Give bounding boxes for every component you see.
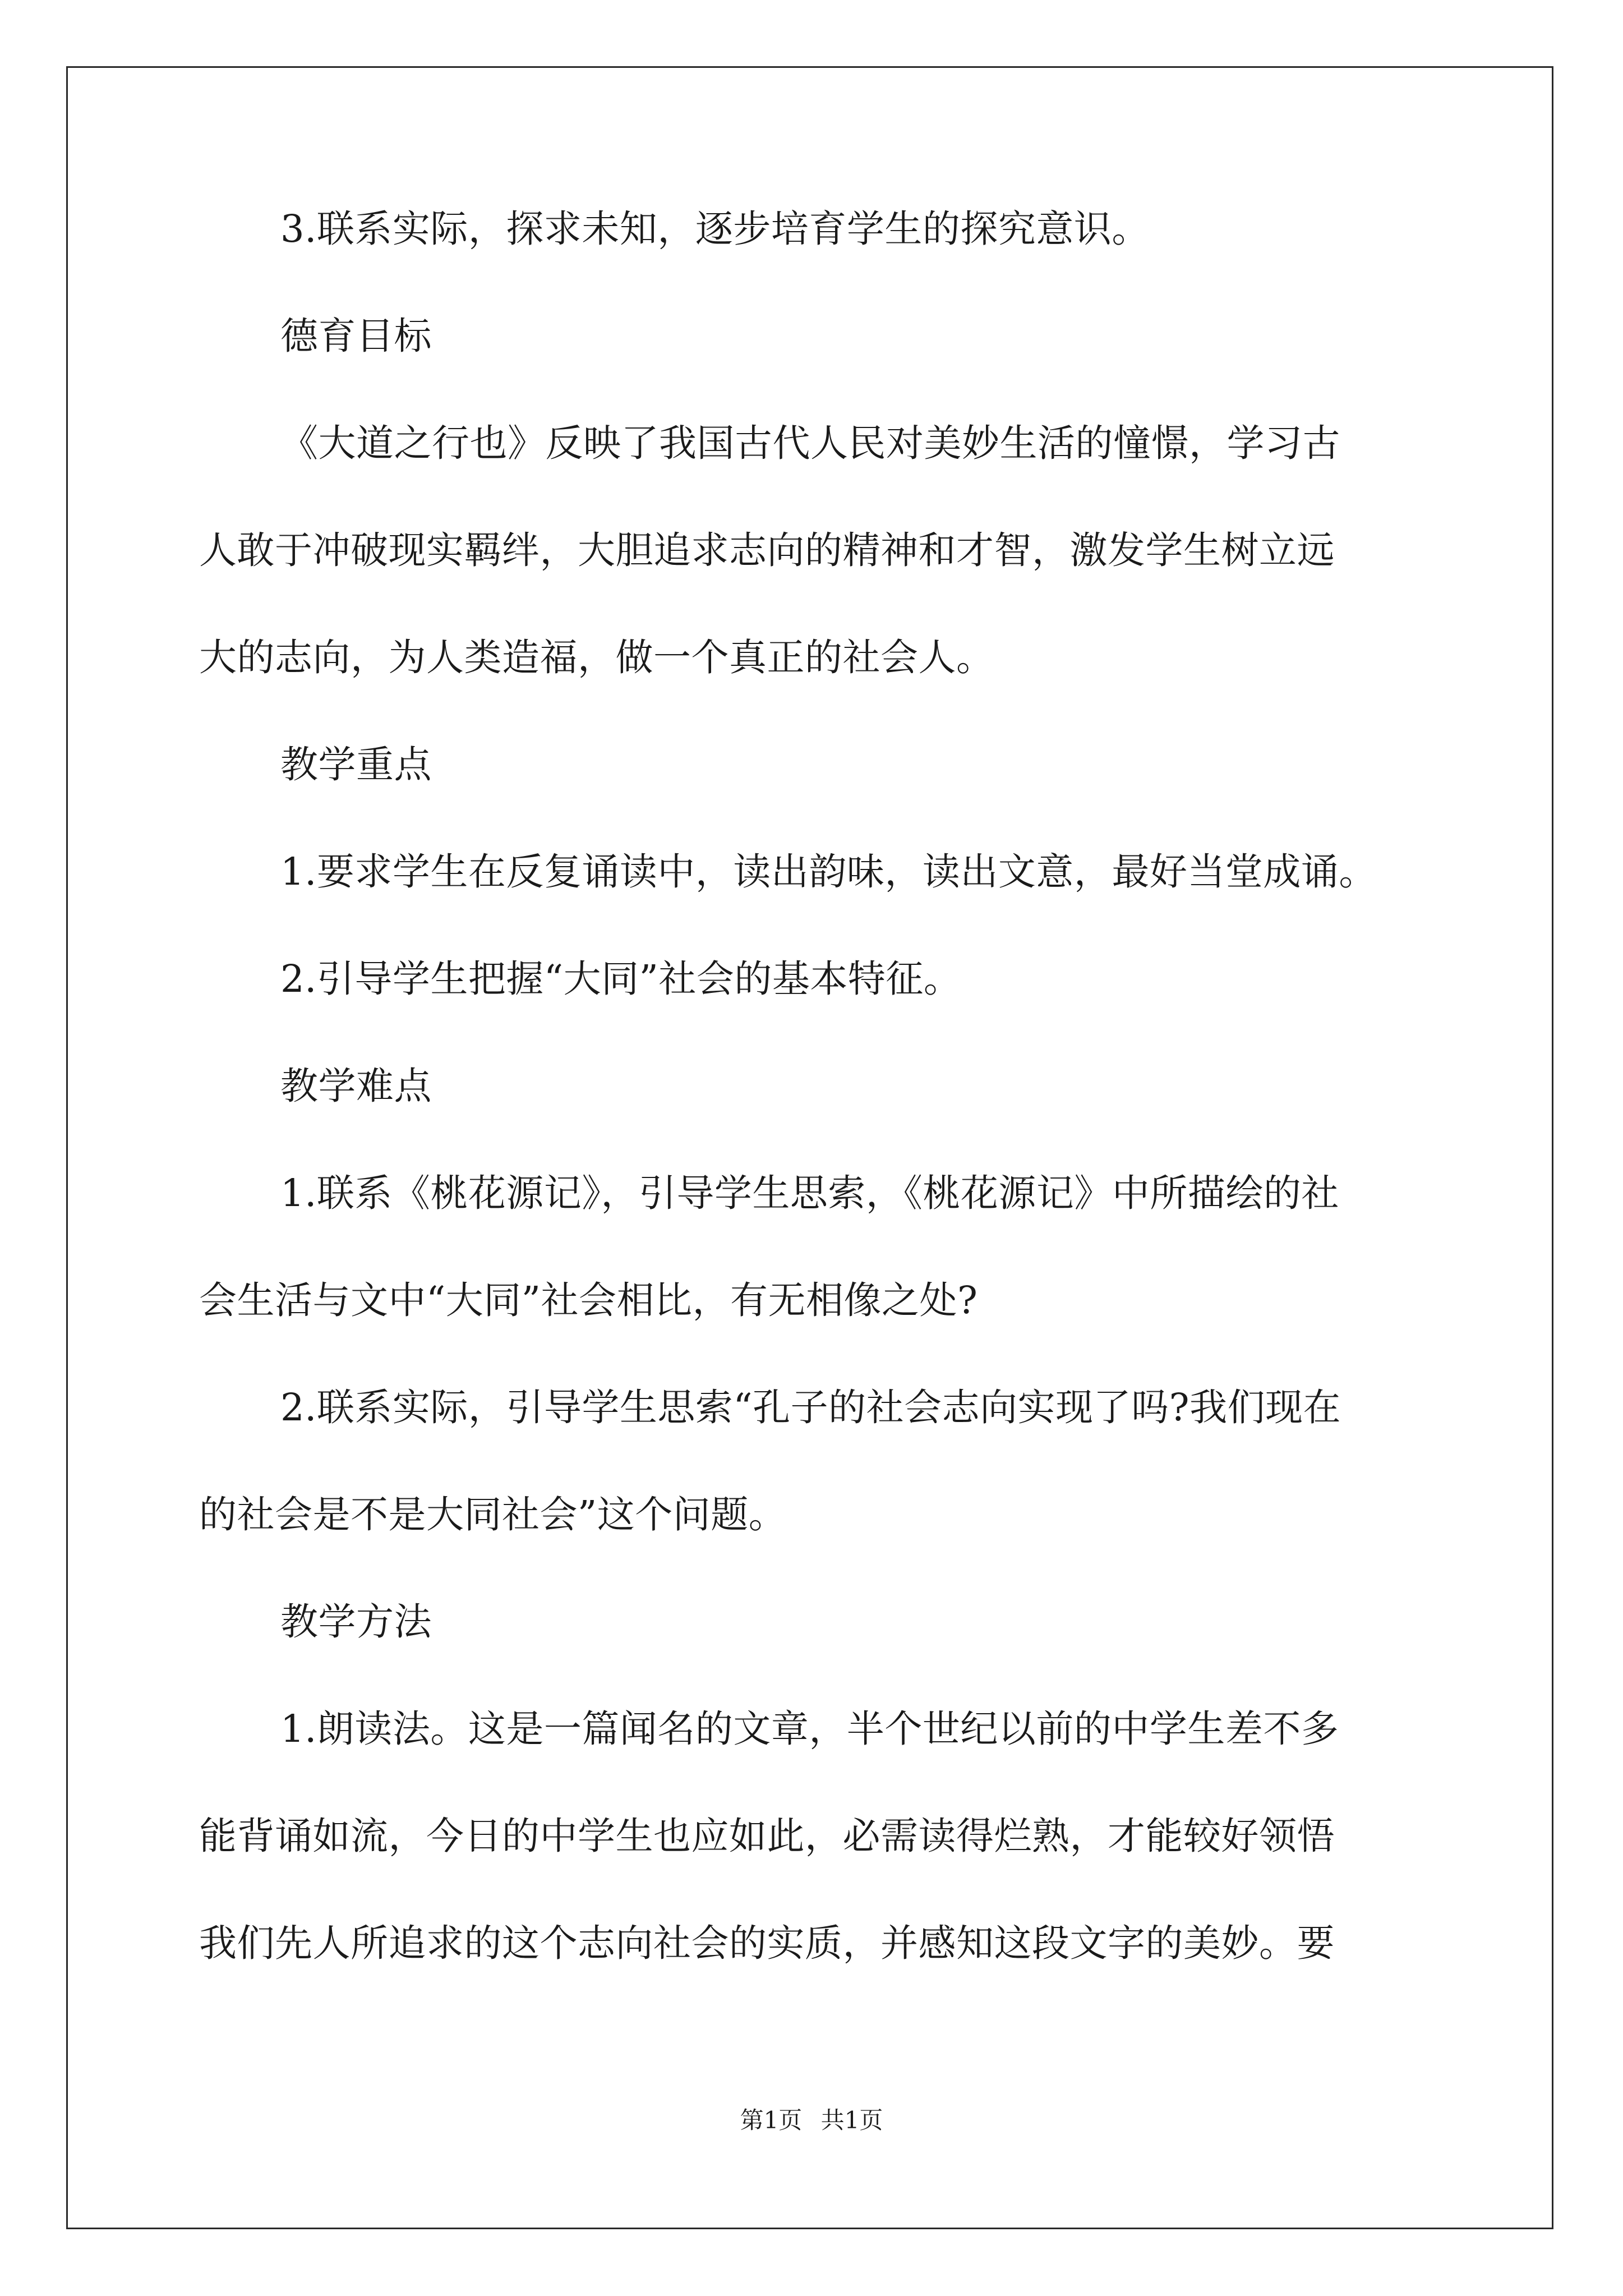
body-line: 3.联系实际，探求未知，逐步培育学生的探究意识。: [280, 207, 1150, 251]
section-heading-methods: 教学方法: [280, 1600, 432, 1644]
body-line: 我们先人所追求的这个志向社会的实质，并感知这段文字的美妙。要: [199, 1921, 1335, 1965]
body-line: 的社会是不是大同社会”这个问题。: [199, 1493, 787, 1536]
document-body: [199, 202, 1433, 2023]
body-line: 2.引导学生把握“大同”社会的基本特征。: [280, 957, 962, 1001]
body-line: 会生活与文中“大同”社会相比，有无相像之处?: [199, 1278, 978, 1322]
page-total-label: 共1页: [820, 2106, 883, 2134]
body-line: 《大道之行也》反映了我国古代人民对美妙生活的憧憬，学习古: [280, 421, 1340, 465]
body-line: 1.要求学生在反复诵读中，读出韵味，读出文意，最好当堂成诵。: [280, 850, 1377, 894]
section-heading-difficulties: 教学难点: [280, 1064, 432, 1108]
page-number-label: 第1页: [740, 2106, 803, 2134]
section-heading-key-points: 教学重点: [280, 743, 432, 786]
page-footer: [0, 2104, 1623, 2137]
body-line: 大的志向，为人类造福，做一个真正的社会人。: [199, 636, 994, 679]
body-line: 1.联系《桃花源记》，引导学生思索，《桃花源记》中所描绘的社: [280, 1171, 1339, 1215]
body-line: 2.联系实际，引导学生思索“孔子的社会志向实现了吗?我们现在: [280, 1386, 1341, 1429]
body-line: 1.朗读法。这是一篇闻名的文章，半个世纪以前的中学生差不多: [280, 1707, 1339, 1751]
body-line: 能背诵如流，今日的中学生也应如此，必需读得烂熟，才能较好领悟: [199, 1814, 1335, 1858]
body-line: 人敢于冲破现实羁绊，大胆追求志向的精神和才智，激发学生树立远: [199, 528, 1335, 572]
section-heading-moral-goals: 德育目标: [280, 314, 432, 358]
